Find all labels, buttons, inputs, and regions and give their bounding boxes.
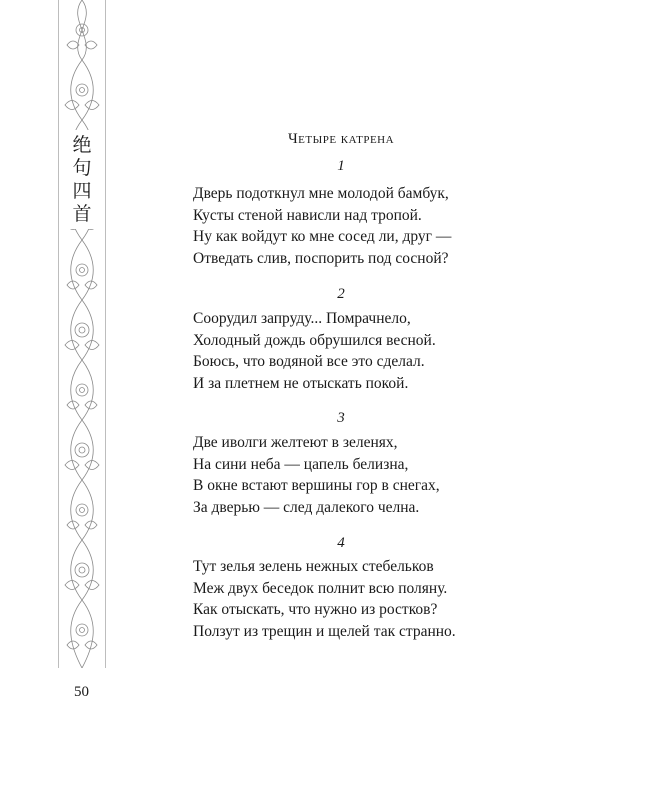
poem-line: В окне встают вершины гор в снегах,	[193, 477, 440, 494]
stanza	[193, 183, 523, 269]
stanza-number: 4	[337, 535, 345, 551]
chinese-char: 句	[72, 157, 92, 179]
chinese-vertical-title	[62, 130, 102, 229]
poem-line: Отведать слив, поспорить под сосной?	[193, 249, 449, 267]
chinese-char: 首	[72, 203, 92, 225]
floral-border	[58, 0, 106, 668]
poem-line: И за плетнем не отыскать покой.	[193, 374, 409, 392]
poem-line: Как отыскать, что нужно из ростков?	[193, 601, 438, 618]
floral-ornament-icon	[59, 0, 105, 668]
poem-line: Дверь подоткнул мне молодой бамбук,	[193, 185, 449, 202]
poem-line: На сини неба — цапель белизна,	[193, 455, 409, 473]
poem-line: Кусты стеной нависли над тропой.	[193, 206, 422, 224]
stanza	[193, 308, 523, 394]
chinese-char: 绝	[72, 134, 92, 156]
poem-line: Меж двух беседок полнит всю поляну.	[193, 579, 448, 597]
poem-line: Боюсь, что водяной все это сделал.	[193, 353, 425, 370]
page-number: 50	[74, 684, 89, 700]
poem-line: Ну как войдут ко мне сосед ли, друг —	[193, 228, 452, 245]
stanza	[193, 556, 523, 642]
poem-line: Тут зелья зелень нежных стебельков	[193, 558, 434, 575]
stanza-number: 1	[337, 158, 345, 174]
poem-line: Соорудил запруду... Помрачнело,	[193, 310, 411, 327]
stanza	[193, 432, 523, 518]
chinese-char: 四	[72, 180, 92, 202]
poem-line: Холодный дождь обрушился весной.	[193, 331, 436, 349]
poem-line: Ползут из трещин и щелей так странно.	[193, 622, 456, 640]
poem-line: Две иволги желтеют в зеленях,	[193, 434, 398, 451]
poem-title: Четыре катрена	[287, 131, 395, 147]
poem-line: За дверью — след далекого челна.	[193, 498, 420, 516]
stanza-number: 3	[337, 410, 345, 426]
stanza-number: 2	[337, 286, 345, 302]
